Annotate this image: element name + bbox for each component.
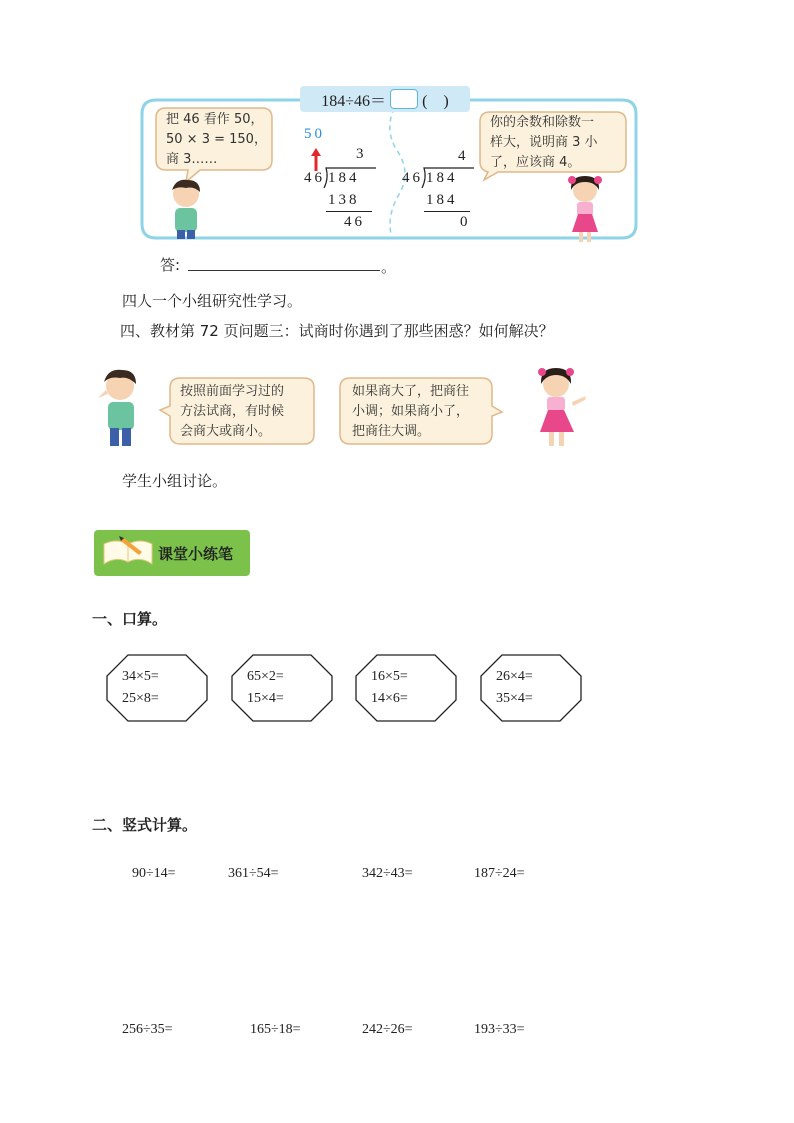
left-subtraction-line	[326, 211, 372, 212]
right-dividend: 184	[426, 170, 458, 186]
group-discussion-text: 学生小组讨论。	[122, 472, 228, 490]
left-product: 138	[328, 192, 360, 208]
answer-label: 答:	[160, 256, 181, 274]
answer-blank-line[interactable]	[188, 270, 380, 271]
right-quotient: 4	[458, 148, 469, 164]
group-study-text: 四人一个小组研究性学习。	[122, 292, 303, 310]
bubble-line: 会商大或商小。	[180, 424, 272, 439]
bubble-line: 把 46 看作 50，	[166, 112, 264, 127]
oral-expression: 65×2=	[247, 669, 284, 684]
answer-box[interactable]	[390, 89, 418, 109]
section-two-heading: 二、竖式计算。	[92, 816, 198, 834]
oral-expression: 34×5=	[122, 669, 159, 684]
girl-speech-bubble	[338, 374, 504, 448]
girl-illustration	[528, 366, 588, 450]
bubble-line: 小调；如果商小了，	[352, 404, 470, 419]
quotient-paren: ( )	[422, 92, 449, 110]
division-problem: 165÷18=	[250, 1022, 301, 1037]
practice-banner-title: 课堂小练笔	[158, 545, 234, 563]
practice-banner	[94, 530, 250, 576]
right-remainder: 0	[460, 214, 471, 230]
oral-box	[480, 654, 582, 722]
bubble-line: 如果商大了，把商往	[352, 384, 470, 399]
boy-illustration	[166, 178, 206, 240]
right-divisor: 46	[402, 170, 423, 186]
oral-expression: 35×4=	[496, 691, 533, 706]
oral-expression: 16×5=	[371, 669, 408, 684]
equation-text: 184÷46＝	[321, 92, 387, 110]
bubble-line: 你的余数和除数一	[490, 115, 595, 130]
discussion-illustration	[92, 364, 592, 454]
boy-speech-bubble	[152, 104, 274, 174]
bubble-line: 样大，说明商 3 小	[490, 135, 598, 150]
division-illustration-panel	[136, 92, 642, 244]
bubble-line: 50 × 3 = 150，	[166, 132, 267, 147]
notebook-pencil-icon	[98, 530, 158, 576]
boy-illustration	[96, 368, 148, 452]
answer-period: 。	[381, 258, 397, 276]
bubble-line: 了，应该商 4。	[490, 155, 581, 170]
oral-expression: 25×8=	[122, 691, 159, 706]
right-product: 184	[426, 192, 458, 208]
division-problem: 342÷43=	[362, 866, 413, 881]
division-problem: 242÷26=	[362, 1022, 413, 1037]
question-four: 四、教材第 72 页问题三：试商时你遇到了那些困惑？如何解决？	[120, 322, 554, 340]
oral-expression: 14×6=	[371, 691, 408, 706]
division-problem: 361÷54=	[228, 866, 279, 881]
oral-box	[355, 654, 457, 722]
bubble-line: 方法试商，有时候	[180, 404, 285, 419]
oral-box	[231, 654, 333, 722]
bubble-line: 把商往大调。	[352, 424, 431, 439]
bubble-line: 商 3……	[166, 152, 218, 167]
equation-title-bar	[300, 86, 470, 112]
division-problem: 90÷14=	[132, 866, 176, 881]
division-problem: 187÷24=	[474, 866, 525, 881]
estimate-arrow-icon	[310, 146, 322, 172]
section-one-heading: 一、口算。	[92, 610, 168, 628]
division-problem: 256÷35=	[122, 1022, 173, 1037]
left-quotient: 3	[356, 146, 367, 162]
estimate-50: 50	[304, 126, 325, 142]
division-problem: 193÷33=	[474, 1022, 525, 1037]
right-subtraction-line	[424, 211, 470, 212]
girl-illustration	[562, 174, 608, 246]
left-remainder: 46	[344, 214, 365, 230]
oral-box	[106, 654, 208, 722]
left-dividend: 184	[328, 170, 360, 186]
girl-speech-bubble	[478, 108, 628, 180]
boy-speech-bubble	[158, 374, 318, 448]
bubble-line: 按照前面学习过的	[180, 384, 285, 399]
left-divisor: 46	[304, 170, 325, 186]
oral-expression: 15×4=	[247, 691, 284, 706]
oral-expression: 26×4=	[496, 669, 533, 684]
